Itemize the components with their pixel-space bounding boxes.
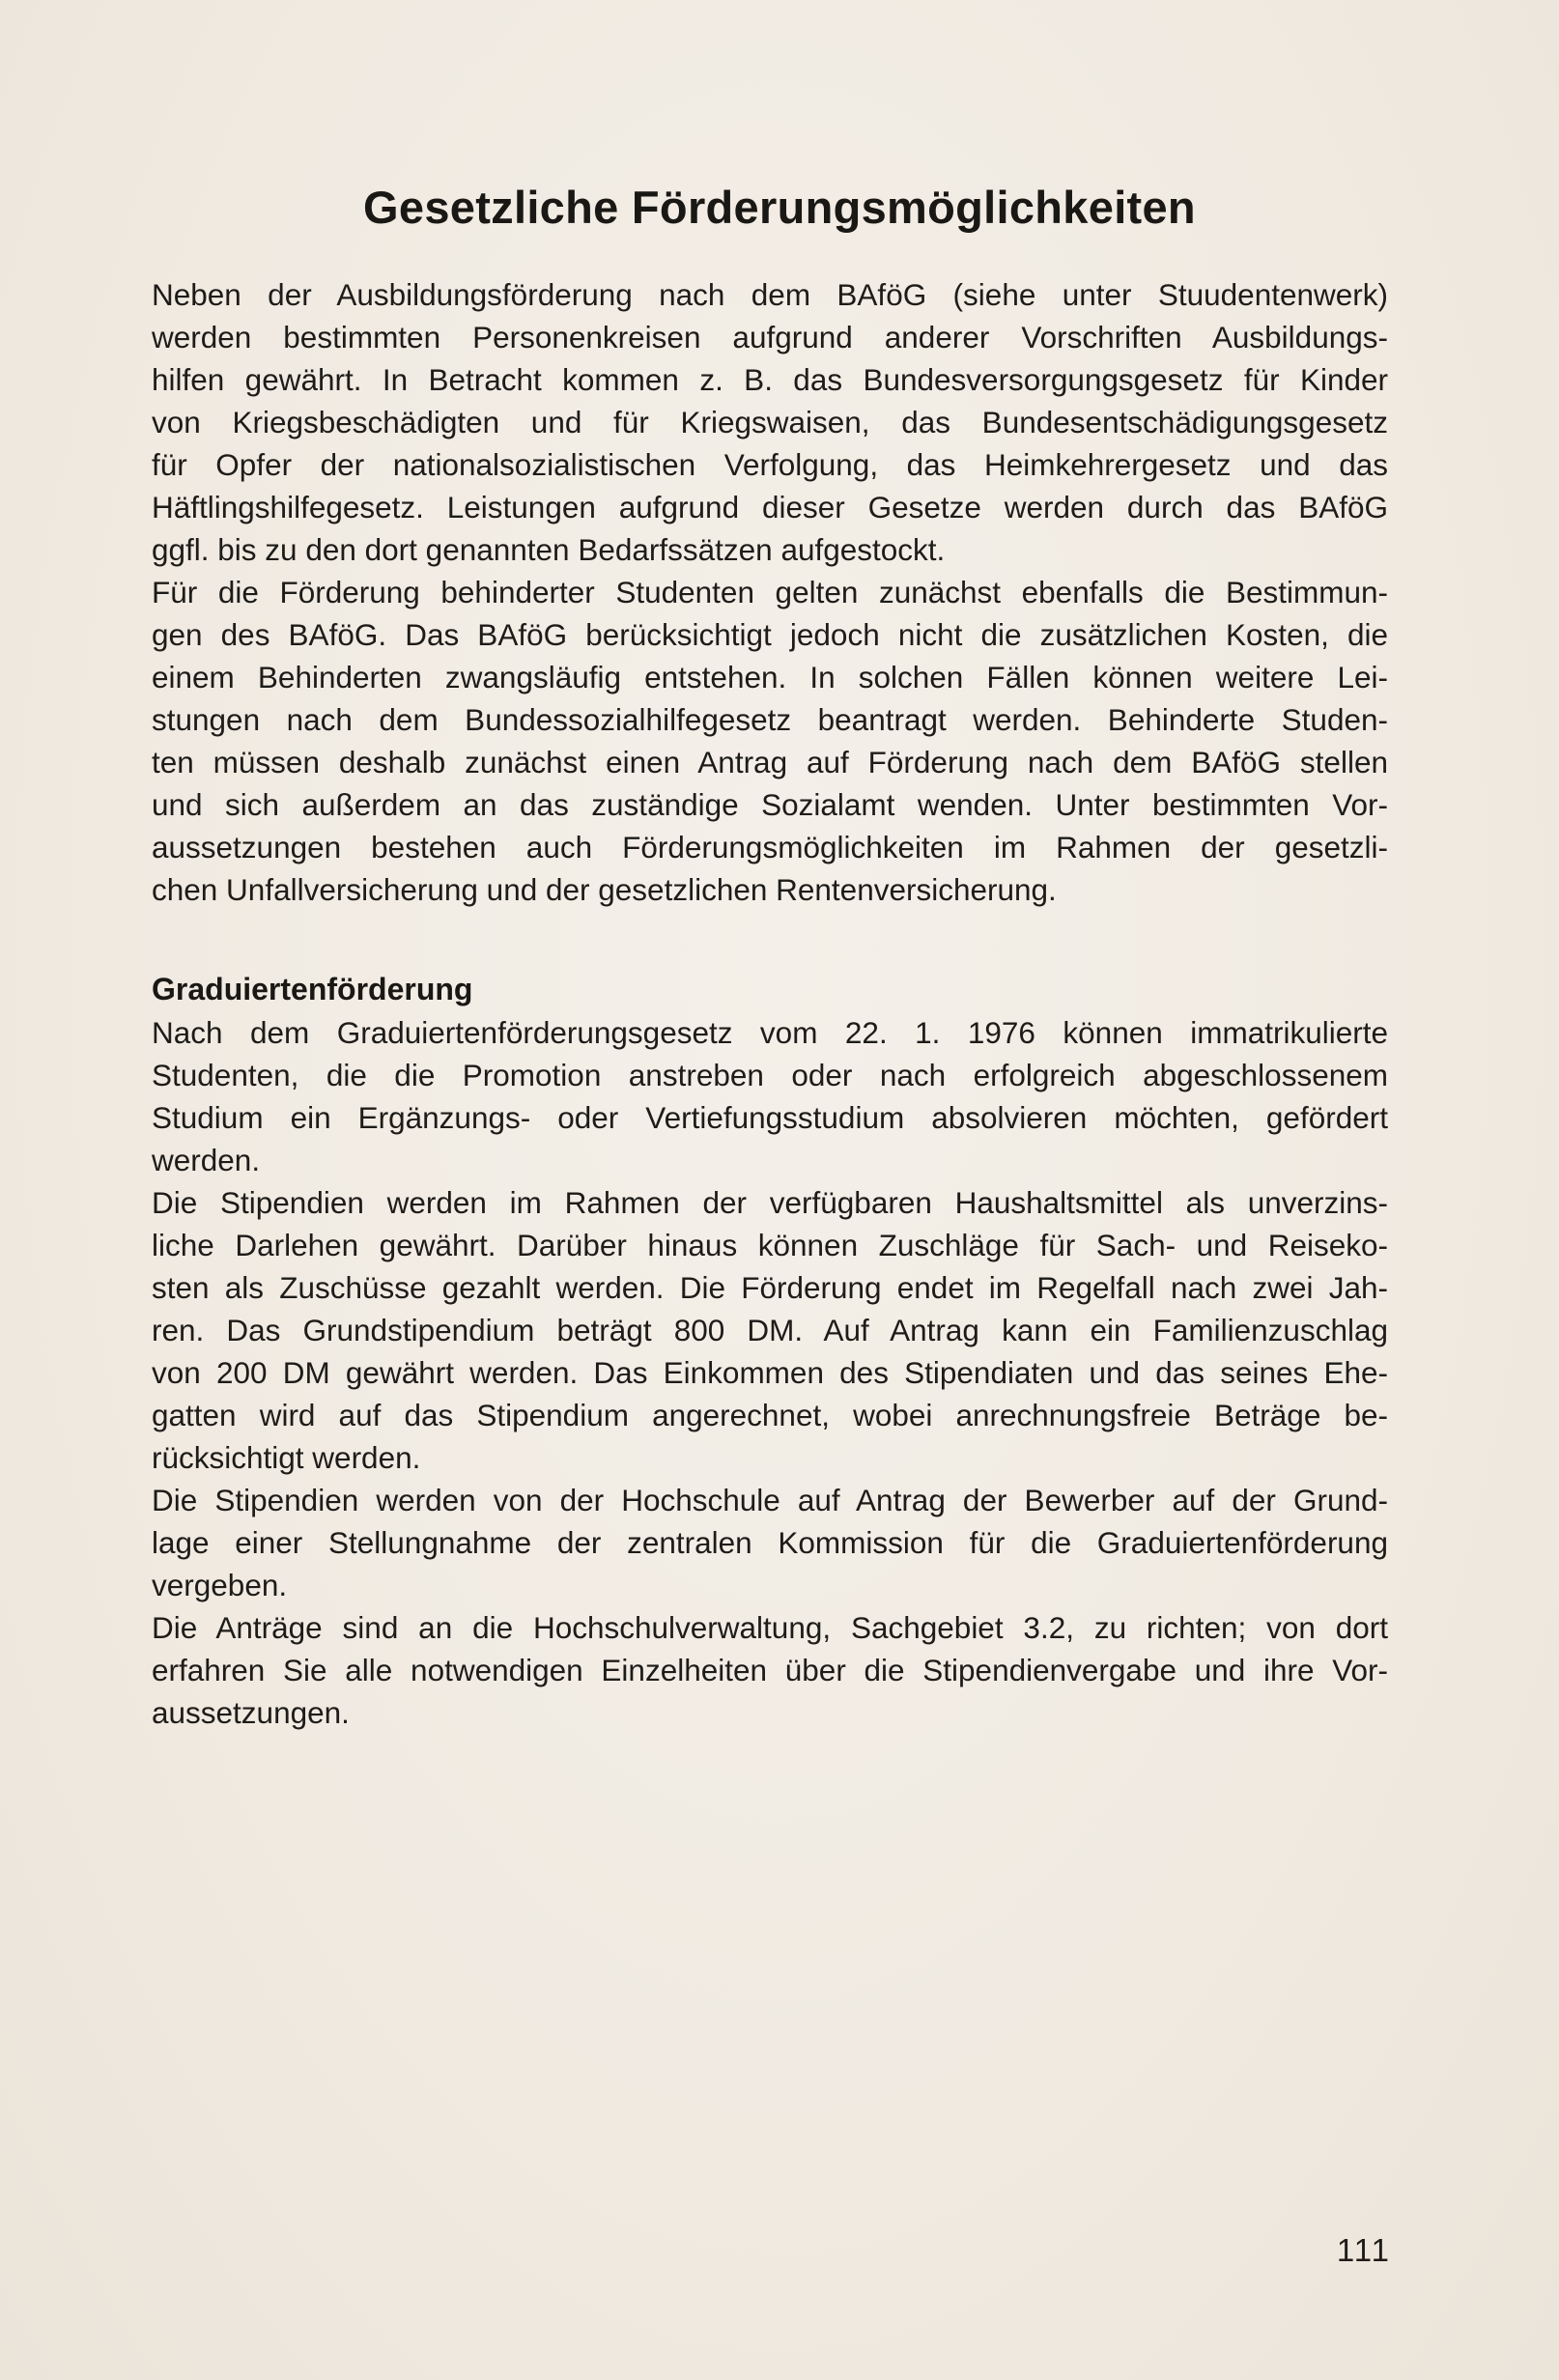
section-line: von 200 DM gewährt werden. Das Einkommen des Stipendiaten und das seines Ehe-	[152, 1355, 1388, 1390]
intro-line: einem Behinderten zwangsläufig entstehen. In solchen Fällen können weitere Lei-	[152, 660, 1388, 694]
section-line: Studenten, die die Promotion anstreben oder nach erfolgreich abgeschlossenem	[152, 1058, 1388, 1092]
section-line: rücksichtigt werden.	[152, 1440, 421, 1475]
section-line: aussetzungen.	[152, 1695, 350, 1730]
page-number: 111	[1336, 2232, 1391, 2268]
section-line: Studium ein Ergänzungs- oder Vertiefungsstudium absolvieren möchten, gefördert	[152, 1100, 1388, 1135]
intro-line: werden bestimmten Personenkreisen aufgrund anderer Vorschriften Ausbildungs-	[152, 320, 1388, 354]
intro-line: für Opfer der nationalsozialistischen Verfolgung, das Heimkehrergesetz und das	[152, 447, 1388, 482]
section-line: Die Anträge sind an die Hochschulverwaltung, Sachgebiet 3.2, zu richten; von dort	[152, 1610, 1388, 1645]
intro-line: stungen nach dem Bundessozialhilfegesetz beantragt werden. Behinderte Studen-	[152, 702, 1388, 737]
section-paragraphs	[152, 1011, 1388, 1734]
section-heading: Graduiertenförderung	[152, 972, 473, 1006]
intro-line: aussetzungen bestehen auch Förderungsmöglichkeiten im Rahmen der gesetzli-	[152, 830, 1388, 864]
intro-line: chen Unfallversicherung und der gesetzlichen Rentenversicherung.	[152, 872, 1057, 907]
intro-line: von Kriegsbeschädigten und für Kriegswaisen, das Bundesentschädigungsgesetz	[152, 405, 1388, 439]
intro-line: ggfl. bis zu den dort genannten Bedarfssätzen aufgestockt.	[152, 532, 946, 567]
section-line: ren. Das Grundstipendium beträgt 800 DM. Auf Antrag kann ein Familienzuschlag	[152, 1313, 1388, 1347]
intro-line: Häftlingshilfegesetz. Leistungen aufgrund dieser Gesetze werden durch das BAföG	[152, 490, 1388, 524]
section-line: Die Stipendien werden im Rahmen der verfügbaren Haushaltsmittel als unverzins-	[152, 1185, 1388, 1220]
intro-line: hilfen gewährt. In Betracht kommen z. B. das Bundesversorgungsgesetz für Kinder	[152, 362, 1388, 397]
section-line: Die Stipendien werden von der Hochschule auf Antrag der Bewerber auf der Grund-	[152, 1483, 1388, 1517]
section-line: sten als Zuschüsse gezahlt werden. Die Förderung endet im Regelfall nach zwei Jah-	[152, 1270, 1388, 1305]
intro-line: gen des BAföG. Das BAföG berücksichtigt jedoch nicht die zusätzlichen Kosten, die	[152, 617, 1388, 652]
section-line: gatten wird auf das Stipendium angerechnet, wobei anrechnungsfreie Beträge be-	[152, 1398, 1388, 1432]
section-line: lage einer Stellungnahme der zentralen Kommission für die Graduiertenförderung	[152, 1525, 1388, 1560]
section-line: vergeben.	[152, 1568, 288, 1602]
intro-line: und sich außerdem an das zuständige Sozialamt wenden. Unter bestimmten Vor-	[152, 787, 1388, 822]
page-title: Gesetzliche Förderungsmöglichkeiten	[363, 182, 1196, 233]
section-line: liche Darlehen gewährt. Darüber hinaus können Zuschläge für Sach- und Reiseko-	[152, 1228, 1388, 1262]
intro-paragraphs	[152, 273, 1388, 911]
section-line: werden.	[152, 1143, 261, 1177]
intro-line: Neben der Ausbildungsförderung nach dem BAföG (siehe unter Stuudentenwerk)	[152, 277, 1388, 312]
intro-line: ten müssen deshalb zunächst einen Antrag auf Förderung nach dem BAföG stellen	[152, 745, 1388, 779]
intro-line: Für die Förderung behinderter Studenten gelten zunächst ebenfalls die Bestimmun-	[152, 575, 1388, 609]
section-line: erfahren Sie alle notwendigen Einzelheiten über die Stipendienvergabe und ihre Vor-	[152, 1653, 1388, 1687]
section-line: Nach dem Graduiertenförderungsgesetz vom 22. 1. 1976 können immatrikulierte	[152, 1015, 1388, 1050]
